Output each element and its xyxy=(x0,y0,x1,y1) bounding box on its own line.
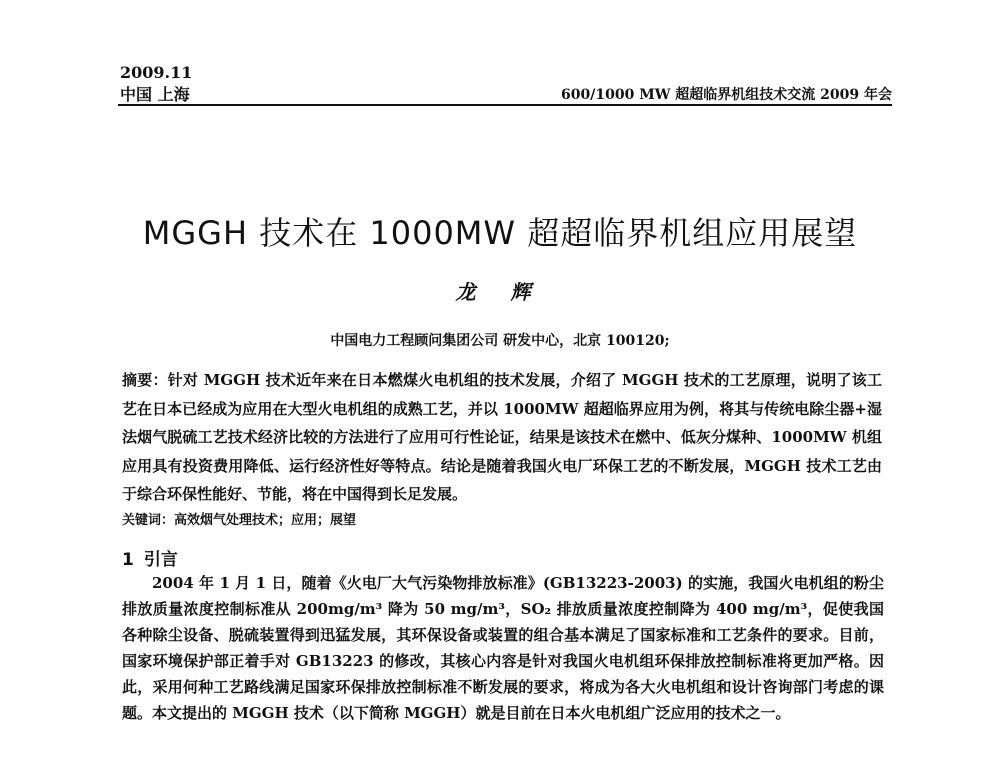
intro-paragraph: 2004 年 1 月 1 日，随着《火电厂大气污染物排放标准》(GB13223-2003) 的实施，我国火电机组的粉尘排放质量浓度控制标准从 200mg/m³ 降为 50 mg/m³，SO₂ 排放质量浓度控制降为 400 mg/m³，促使我国各种除尘设备、脱硫装置得到迅猛发展，其环保设备或装置的组合基本满足了国家标准和工艺条件的要求。目前，国家环境保护部正着手对 GB13223 的修改，其核心内容是针对我国火电机组环保排放控制标准将更加严格。因此，采用何种工艺路线满足国家环保排放控制标准不断发展的要求，将成为各大火电机组和设计咨询部门考虑的课题。本文提出的 MGGH 技术（以下简称 MGGH）就是目前在日本火电机组广泛应用的技术之一。 xyxy=(122,574,884,722)
header-conference: 600/1000 MW 超超临界机组技术交流 2009 年会 xyxy=(561,87,892,103)
paper-author: 龙 辉 xyxy=(455,280,545,304)
header-divider xyxy=(118,104,892,106)
paper-title: MGGH 技术在 1000MW 超超临界机组应用展望 xyxy=(142,214,858,252)
paper-affiliation: 中国电力工程顾问集团公司 研发中心，北京 100120; xyxy=(330,333,670,349)
section-heading xyxy=(122,545,178,570)
section-title: 引言 xyxy=(143,550,178,570)
paper-abstract: 摘要：针对 MGGH 技术近年来在日本燃煤火电机组的技术发展，介绍了 MGGH 技术的工艺原理，说明了该工艺在日本已经成为应用在大型火电机组的成熟工艺，并以 1000MW 超超临界应用为例，将其与传统电除尘器+湿法烟气脱硫工艺技术经济比较的方法进行了应用可行性论证，结果是该技术在燃中、低灰分煤种、1000MW 机组应用具有投资费用降低、运行经济性好等特点。结论是随着我国火电厂环保工艺的不断发展，MGGH 技术工艺由于综合环保性能好、节能，将在中国得到长足发展。 xyxy=(122,371,882,504)
paper-keywords: 关键词：高效烟气处理技术；应用；展望 xyxy=(122,513,357,528)
section-number: 1 xyxy=(122,550,134,570)
page-header-left xyxy=(120,62,192,106)
header-location: 中国 上海 xyxy=(120,85,190,104)
header-date: 2009.11 xyxy=(120,63,193,82)
